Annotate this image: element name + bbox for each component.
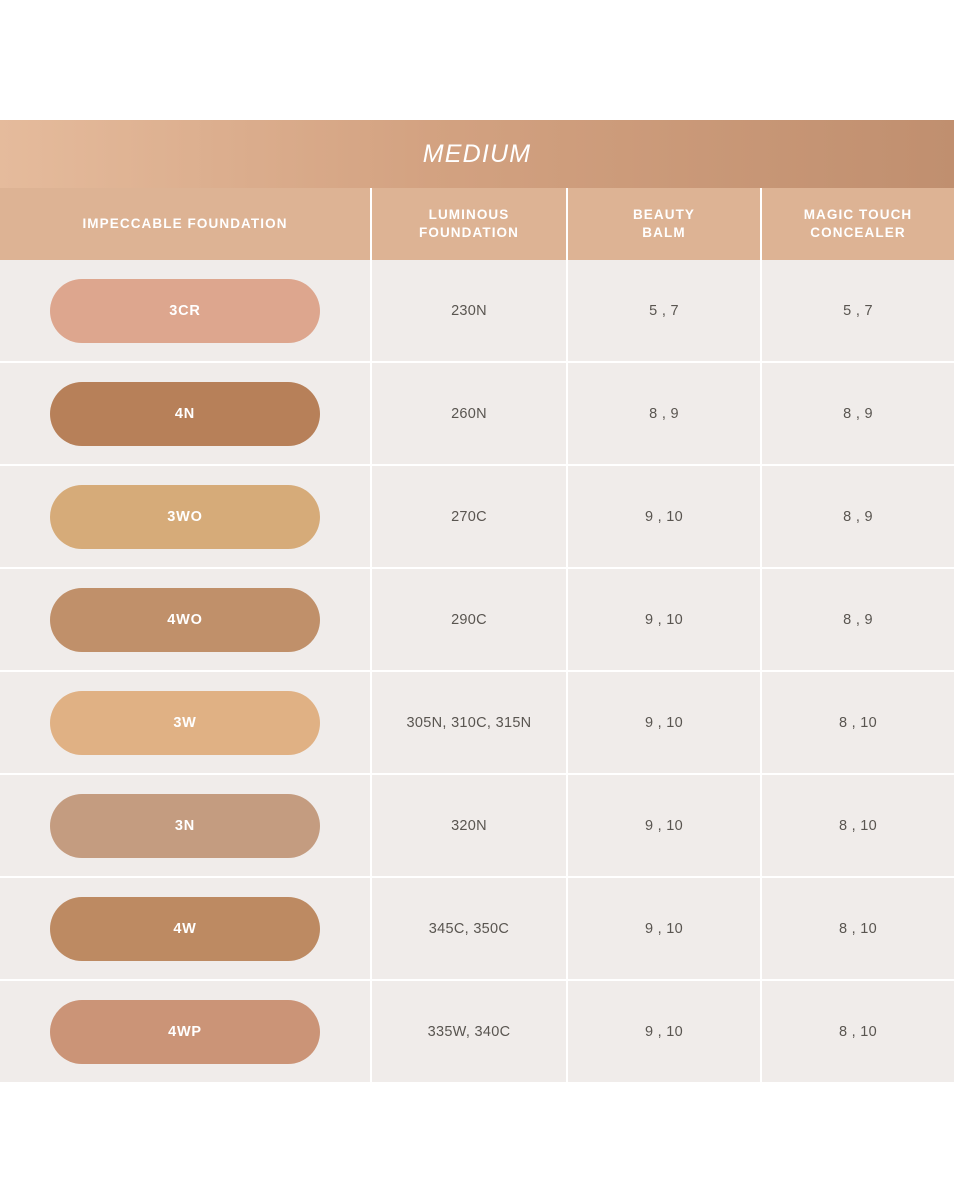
column-header-magic-touch-concealer: MAGIC TOUCH CONCEALER <box>803 206 913 240</box>
column-header-luminous-foundation: LUMINOUS FOUNDATION <box>372 188 568 260</box>
table-row <box>0 981 954 1082</box>
shade-chart <box>0 120 954 1082</box>
shade-swatch: 4WO <box>50 588 320 652</box>
shade-swatch: 4WP <box>50 1000 320 1064</box>
chart-banner <box>0 120 954 188</box>
luminous-foundation-value: 260N <box>372 363 568 464</box>
beauty-balm-value: 9 , 10 <box>568 466 762 567</box>
shade-swatch-cell <box>0 775 372 876</box>
shade-swatch-cell <box>0 981 372 1082</box>
shade-swatch: 3WO <box>50 485 320 549</box>
shade-swatch-cell <box>0 878 372 979</box>
shade-swatch-cell <box>0 363 372 464</box>
beauty-balm-value: 9 , 10 <box>568 878 762 979</box>
beauty-balm-value: 5 , 7 <box>568 260 762 361</box>
beauty-balm-value: 9 , 10 <box>568 981 762 1082</box>
table-row <box>0 878 954 981</box>
beauty-balm-value: 9 , 10 <box>568 569 762 670</box>
shade-swatch: 4N <box>50 382 320 446</box>
magic-touch-concealer-value: 8 , 10 <box>838 714 878 731</box>
beauty-balm-value: 9 , 10 <box>568 775 762 876</box>
luminous-foundation-value: 270C <box>372 466 568 567</box>
shade-swatch: 4W <box>50 897 320 961</box>
banner-title: MEDIUM <box>422 139 532 168</box>
table-row <box>0 466 954 569</box>
chart-body <box>0 260 954 1082</box>
shade-swatch-cell <box>0 260 372 361</box>
luminous-foundation-value: 305N, 310C, 315N <box>372 672 568 773</box>
magic-touch-concealer-value: 8 , 10 <box>838 1023 878 1040</box>
luminous-foundation-value: 335W, 340C <box>372 981 568 1082</box>
magic-touch-concealer-value: 8 , 10 <box>838 817 878 834</box>
magic-touch-concealer-value: 8 , 9 <box>843 508 873 525</box>
magic-touch-concealer-value: 5 , 7 <box>843 302 873 319</box>
shade-swatch-cell <box>0 672 372 773</box>
shade-swatch: 3W <box>50 691 320 755</box>
shade-swatch: 3CR <box>50 279 320 343</box>
magic-touch-concealer-value: 8 , 9 <box>843 405 873 422</box>
beauty-balm-value: 9 , 10 <box>568 672 762 773</box>
table-row <box>0 363 954 466</box>
magic-touch-concealer-value: 8 , 9 <box>843 611 873 628</box>
table-row <box>0 775 954 878</box>
shade-swatch-cell <box>0 569 372 670</box>
shade-swatch: 3N <box>50 794 320 858</box>
table-row <box>0 569 954 672</box>
beauty-balm-value: 8 , 9 <box>568 363 762 464</box>
luminous-foundation-value: 345C, 350C <box>372 878 568 979</box>
column-header-beauty-balm: BEAUTY BALM <box>568 188 762 260</box>
table-row <box>0 672 954 775</box>
luminous-foundation-value: 320N <box>372 775 568 876</box>
shade-swatch-cell <box>0 466 372 567</box>
luminous-foundation-value: 290C <box>372 569 568 670</box>
chart-header-row <box>0 188 954 260</box>
magic-touch-concealer-value: 8 , 10 <box>838 920 878 937</box>
column-header-impeccable-foundation: IMPECCABLE FOUNDATION <box>0 188 372 260</box>
table-row <box>0 260 954 363</box>
luminous-foundation-value: 230N <box>372 260 568 361</box>
